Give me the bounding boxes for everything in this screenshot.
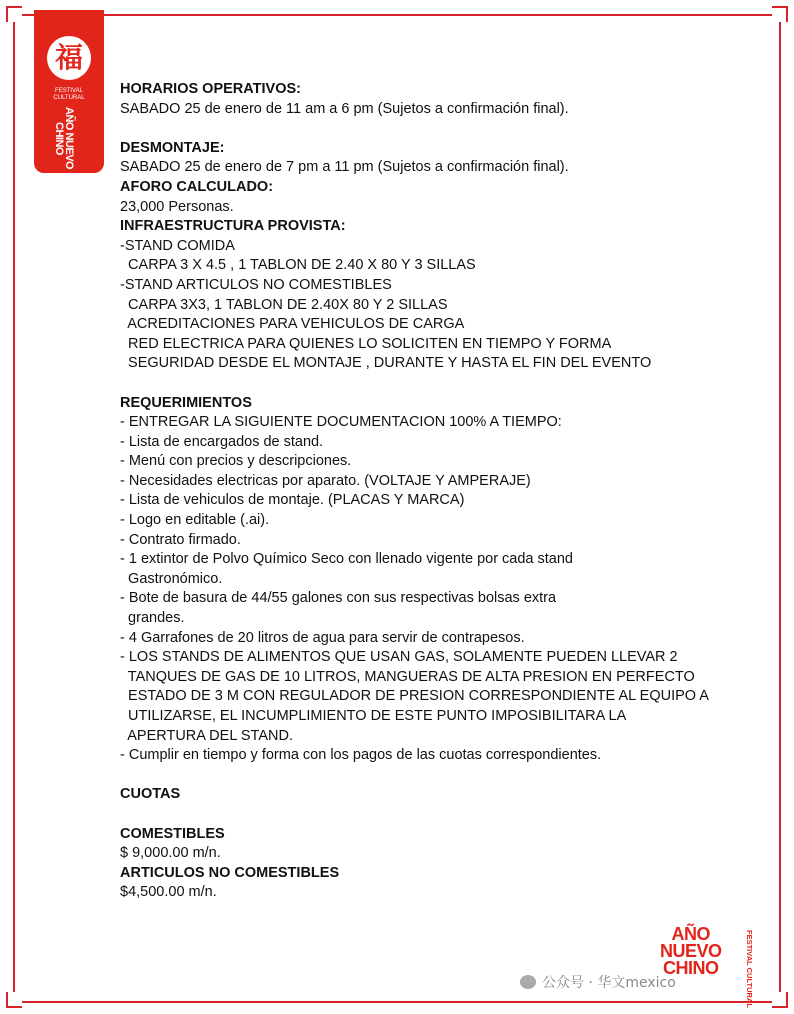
text-line: 23,000 Personas.	[120, 198, 234, 215]
text-line: - Lista de vehiculos de montaje. (PLACAS Y MARCA)	[120, 492, 465, 509]
section-heading: COMESTIBLES	[120, 825, 225, 842]
text-line: SABADO 25 de enero de 11 am a 6 pm (Sujetos a confirmación final).	[120, 100, 569, 117]
text-line: -STAND ARTICULOS NO COMESTIBLES	[120, 276, 392, 293]
banner-small-text: FESTIVAL CULTURAL	[53, 88, 85, 101]
document-body	[120, 80, 720, 903]
text-line: -STAND COMIDA	[120, 237, 235, 254]
text-line: UTILIZARSE, EL INCUMPLIMIENTO DE ESTE PUNTO IMPOSIBILITARA LA	[120, 708, 627, 724]
section-heading: CUOTAS	[120, 786, 181, 803]
text-line: TANQUES DE GAS DE 10 LITROS, MANGUERAS DE ALTA PRESION EN PERFECTO	[120, 668, 695, 685]
text-line: $4,500.00 m/n.	[120, 884, 217, 901]
text-line: Gastronómico.	[120, 570, 223, 587]
text-line: - Bote de basura de 44/55 galones con sus respectivas bolsas extra	[120, 590, 557, 607]
section-heading: INFRAESTRUCTURA PROVISTA:	[120, 218, 346, 235]
text-line: grandes.	[120, 610, 185, 627]
watermark: 公众号 · 华文mexico	[520, 972, 676, 992]
blank-line	[120, 374, 720, 394]
wechat-icon	[520, 975, 536, 989]
section-heading: HORARIOS OPERATIVOS:	[120, 81, 301, 97]
footer-logo: AÑO NUEVO CHINO	[660, 924, 722, 978]
blank-line	[120, 766, 720, 786]
text-line: SEGURIDAD DESDE EL MONTAJE , DURANTE Y HASTA EL FIN DEL EVENTO	[120, 355, 652, 372]
text-line: RED ELECTRICA PARA QUIENES LO SOLICITEN EN TIEMPO Y FORMA	[120, 335, 612, 352]
text-line: - LOS STANDS DE ALIMENTOS QUE USAN GAS, SOLAMENTE PUEDEN LLEVAR 2	[120, 649, 678, 666]
text-line: CARPA 3 X 4.5 , 1 TABLON DE 2.40 X 80 Y 3 SILLAS	[120, 257, 476, 274]
blank-line	[120, 805, 720, 825]
section-heading: ARTICULOS NO COMESTIBLES	[120, 864, 340, 881]
text-line: - 4 Garrafones de 20 litros de agua para servir de contrapesos.	[120, 629, 525, 646]
section-heading: AFORO CALCULADO:	[120, 178, 274, 195]
text-line: - Cumplir en tiempo y forma con los pagos de las cuotas correspondientes.	[120, 747, 602, 764]
text-line: - Logo en editable (.ai).	[120, 512, 270, 529]
text-line: SABADO 25 de enero de 7 pm a 11 pm (Sujetos a confirmación final).	[120, 159, 569, 176]
corner-ornament	[6, 6, 22, 22]
text-line: - Contrato firmado.	[120, 531, 241, 548]
text-line: - 1 extintor de Polvo Químico Seco con llenado vigente por cada stand	[120, 551, 573, 568]
banner-vertical-text: AÑO NUEVO CHINO	[53, 107, 75, 170]
text-line: - Menú con precios y descripciones.	[120, 453, 352, 470]
text-line: ACREDITACIONES PARA VEHICULOS DE CARGA	[120, 316, 465, 333]
text-line: - ENTREGAR LA SIGUIENTE DOCUMENTACION 100% A TIEMPO:	[120, 414, 562, 431]
blank-line	[120, 119, 720, 139]
section-heading: DESMONTAJE:	[120, 139, 225, 156]
footer-logo-vertical: FESTIVAL CULTURAL	[745, 930, 754, 1008]
text-line: $ 9,000.00 m/n.	[120, 845, 221, 862]
corner-ornament	[772, 6, 788, 22]
text-line: ESTADO DE 3 M CON REGULADOR DE PRESION CORRESPONDIENTE AL EQUIPO A	[120, 688, 709, 705]
section-heading: REQUERIMIENTOS	[120, 394, 252, 411]
festival-banner-logo	[34, 10, 104, 173]
text-line: CARPA 3X3, 1 TABLON DE 2.40X 80 Y 2 SILLAS	[120, 296, 448, 313]
corner-ornament	[772, 992, 788, 1008]
corner-ornament	[6, 992, 22, 1008]
text-line: - Lista de encargados de stand.	[120, 433, 324, 450]
fu-glyph-icon: 福	[47, 36, 91, 80]
text-line: APERTURA DEL STAND.	[120, 727, 293, 744]
text-line: - Necesidades electricas por aparato. (VOLTAJE Y AMPERAJE)	[120, 472, 531, 489]
